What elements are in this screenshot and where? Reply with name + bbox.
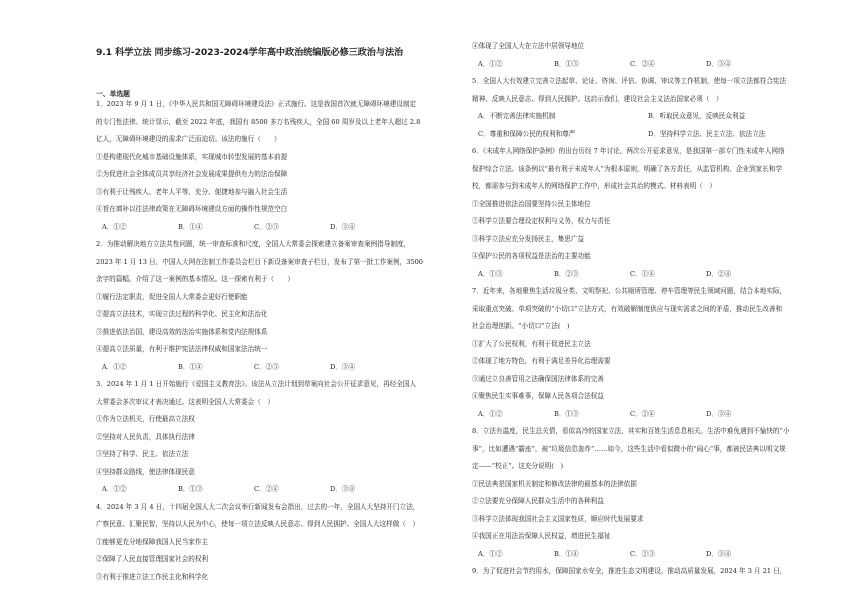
- statement-item: ②为促进社会全体成员共享经济社会发展成果提供有力的法治保障: [96, 170, 288, 178]
- question-text: 采取重点突破、单项突破的“小切口”立法方式，有效破解制度供应与现实需求之间的矛盾，推动民生改善和: [472, 304, 783, 313]
- statement-item: ③科学立法应充分发扬民主，集思广益: [472, 234, 585, 243]
- answer-options: [478, 550, 782, 558]
- answer-options: [102, 485, 406, 493]
- statement-item: ②坚持对人民负责，具体执行法律: [96, 432, 195, 441]
- statement-item: ①作为立法机关，行使最高立法权: [96, 415, 195, 423]
- question-stem: 4．2024 年 3 月 4 日，十四届全国人大二次会议举行新闻发布会指出，过去的一年，全国人大坚持开门立法，: [96, 502, 420, 511]
- statement-item: ④坚持群众路线，使法律体现民意: [96, 467, 195, 476]
- question-stem: 7．近年来，各地聚焦生活垃圾分类、文明祭祀、公共厕所管理、停车管理等民生领域问题，结合本地实际，: [472, 287, 787, 295]
- question-text: 校，都需参与到未成年人的网络保护工作中，形成社会共治的模式。材料表明（ ）: [472, 182, 716, 190]
- question-stem: 3．2024 年 1 月 1 日开始施行《爱国主义教育法》。该法从立法计划到草案向社会公开征求意见，再经全国人: [96, 380, 417, 388]
- statement-item: ③坚持了科学、民主、依法立法: [96, 450, 189, 458]
- answer-option: D．坚持科学立法、民主立法、依法立法: [648, 129, 766, 138]
- question-text: 大常委会多次审议才表决通过。这表明全国人大常委会（ ）: [96, 397, 275, 406]
- question-text: 亿人，无障碍环境建设的需求广泛而迫切。该法的施行（ ）: [96, 135, 281, 143]
- answer-option: C．尊重和保障公民的权利和尊严: [478, 129, 576, 138]
- question-stem: 6．《未成年人网络保护条例》的出台历经 7 年讨论，两次公开征求意见，是我国第一部专门性未成年人网络: [472, 147, 785, 155]
- statement-item: ②保障了人民直接管理国家社会的权利: [96, 555, 209, 563]
- statement-item: ④保护公民的各项权益是法治的主要功能: [472, 252, 591, 260]
- statement-item: ④聚焦民生实事难事，保障人民各项合法权益: [472, 392, 604, 400]
- statement-item: ④体现了全国人大在立法中居领导地位: [472, 42, 585, 50]
- answer-option: A．不断完善法律实施机制: [478, 112, 556, 120]
- question-text: 2023 年 1 月 13 日，中国人大网在法制工作委员会栏目下新设备案审查子栏目，发布了第一批工作案例，3500: [96, 257, 423, 266]
- statement-item: ①民法典是国家机关制定和修改法律的最基本的法律依据: [472, 479, 637, 488]
- question-text: 保护综合立法。该条例以“最有利于未成年人”为根本原则，明确了各方责任，从监管机构、企业到家长和学: [472, 164, 783, 173]
- answer-option: B．听取民众意见，反映民众利益: [648, 112, 746, 120]
- statement-item: ①是构建现代化城市基础设施体系，实现城市转型发展的基本前提: [96, 152, 288, 161]
- statement-item: ①履行法定职责，促进全国人大常委会更好行使职能: [96, 292, 248, 301]
- answer-option: C．②④: [630, 409, 655, 418]
- question-text: 广察民意、汇聚民智，坚持以人民为中心，使每一项立法反映人民意志、得到人民拥护。全国人大这样做（ ）: [96, 520, 420, 528]
- statement-item: ②科学立法要合理设定权利与义务，权力与责任: [472, 217, 611, 225]
- answer-option: B．①④: [178, 362, 203, 371]
- section-heading: 一、单选题: [96, 90, 130, 98]
- answer-options: [478, 60, 782, 68]
- answer-options: [478, 112, 818, 120]
- answer-option: D．③④: [706, 549, 732, 558]
- answer-options: [478, 130, 818, 138]
- answer-option: C．②④: [254, 485, 279, 493]
- statement-item: ③有利于推进立法工作民主化和科学化: [96, 572, 209, 581]
- statement-item: ①全国推进依法治国要坚持公民主体地位: [472, 199, 591, 208]
- answer-option: C．②③: [630, 549, 655, 558]
- answer-option: C．②④: [630, 59, 655, 68]
- answer-option: B．①④: [178, 222, 203, 231]
- answer-option: C．②③: [254, 362, 279, 371]
- answer-option: D．③④: [706, 59, 732, 68]
- statement-item: ③有利于让残疾人、老年人平等、充分、便捷地参与融入社会生活: [96, 187, 288, 196]
- statement-item: ②体现了地方特色，有利于满足差异化治理需要: [472, 357, 611, 365]
- statement-item: ③科学立法体现我国社会主义国家性质，顺应时代发展要求: [472, 514, 644, 523]
- answer-option: A．①②: [478, 409, 503, 418]
- answer-options: [478, 270, 782, 278]
- answer-option: B．①③: [554, 59, 579, 68]
- statement-item: ①能够更充分地保障我国人民当家作主: [96, 537, 209, 546]
- answer-option: C．①④: [630, 269, 655, 278]
- answer-option: B．②③: [554, 269, 579, 278]
- answer-option: D．③④: [706, 409, 732, 418]
- question-text: 的专门性法律。统计显示，截至 2022 年底，我国有 8500 多万名残疾人，全国 60 周岁及以上老年人超过 2.8: [96, 117, 421, 126]
- question-text: 定——“校正”。这充分说明( ): [472, 462, 564, 470]
- answer-option: A．①②: [102, 222, 127, 231]
- statement-item: ②立法要充分保障人民群众生活中的各种利益: [472, 497, 604, 505]
- answer-options: [102, 363, 406, 371]
- statement-item: ④旨在填补以往法律政策在无障碍环境建设方面的操作性规范空白: [96, 205, 288, 213]
- answer-option: D．②④: [706, 269, 732, 278]
- question-text: 社会治理创新。“小切口”立法( ): [472, 322, 570, 330]
- answer-option: A．①③: [478, 269, 503, 278]
- statement-item: ②提高立法技术，实现立法过程的科学化、民主化和法治化: [96, 310, 268, 318]
- statement-item: ①扩大了公民权利，有利于促进民主立法: [472, 339, 591, 348]
- statement-item: ③推进依法治国，建设高效的法治实施体系和党内法规体系: [96, 327, 268, 336]
- statement-item: ③通过立良善管用之法确保国法律体系的完善: [472, 374, 604, 383]
- question-stem: 9．为了促进社会节约用水，保障国家水安全，推进生态文明建设，推动高质量发展，2024 年 3 月 21 日，: [472, 567, 787, 575]
- answer-option: A．①②: [102, 362, 127, 371]
- question-stem: 2．为推动解决地方立法共性问题，统一审查标准和尺度，全国人大常委会探索建立备案审查案例指导制度，: [96, 240, 411, 248]
- answer-options: [478, 410, 782, 418]
- question-text: 事”，比如遭遇“霸座”，被“垃圾信息轰炸”……如今，这些生活中看似微小的“闹心”事，都被民法典以明文规: [472, 444, 786, 453]
- answer-option: A．①②: [478, 549, 503, 558]
- page-title: 9.1 科学立法 同步练习-2023-2024学年高中政治统编版必修三政治与法治: [96, 47, 404, 58]
- question-stem: 1．2023 年 9 月 1 日，《中华人民共和国无障碍环境建设法》正式施行。这是我国首次就无障碍环境建设制定: [96, 100, 417, 108]
- question-stem: 5．全国人大有效建立完善立法起草、论证、咨询、评估、协调、审议等工作机制，使每一项立法都符合宪法: [472, 77, 787, 85]
- answer-option: D．③④: [330, 222, 356, 231]
- statement-item: ④我国正在用法治保障人民权益，增进民生福祉: [472, 532, 611, 540]
- answer-options: [102, 223, 406, 231]
- answer-option: D．③④: [330, 485, 356, 493]
- answer-option: B．①③: [554, 409, 579, 418]
- answer-option: B．①④: [554, 549, 579, 558]
- answer-option: A．①②: [102, 485, 127, 493]
- answer-option: B．①③: [178, 485, 203, 493]
- question-stem: 8．立法有温度，民生总关情，看似高冷的国家立法，其实和百姓生活息息相关。生活中难免遇到不愉快的“小: [472, 427, 790, 435]
- statement-item: ④提高立法质量，有利于维护宪法法律权威和国家法治统一: [96, 345, 268, 353]
- question-text: 余字的篇幅，介绍了这一案例的基本情况。这一探索有利于（ ）: [96, 275, 294, 283]
- answer-option: C．②③: [254, 222, 279, 231]
- answer-option: D．③④: [330, 362, 356, 371]
- answer-option: A．①②: [478, 59, 503, 68]
- question-text: 精神、反映人民意志、得到人民拥护。这启示我们，建设社会主义法治国家必须（ ）: [472, 94, 723, 103]
